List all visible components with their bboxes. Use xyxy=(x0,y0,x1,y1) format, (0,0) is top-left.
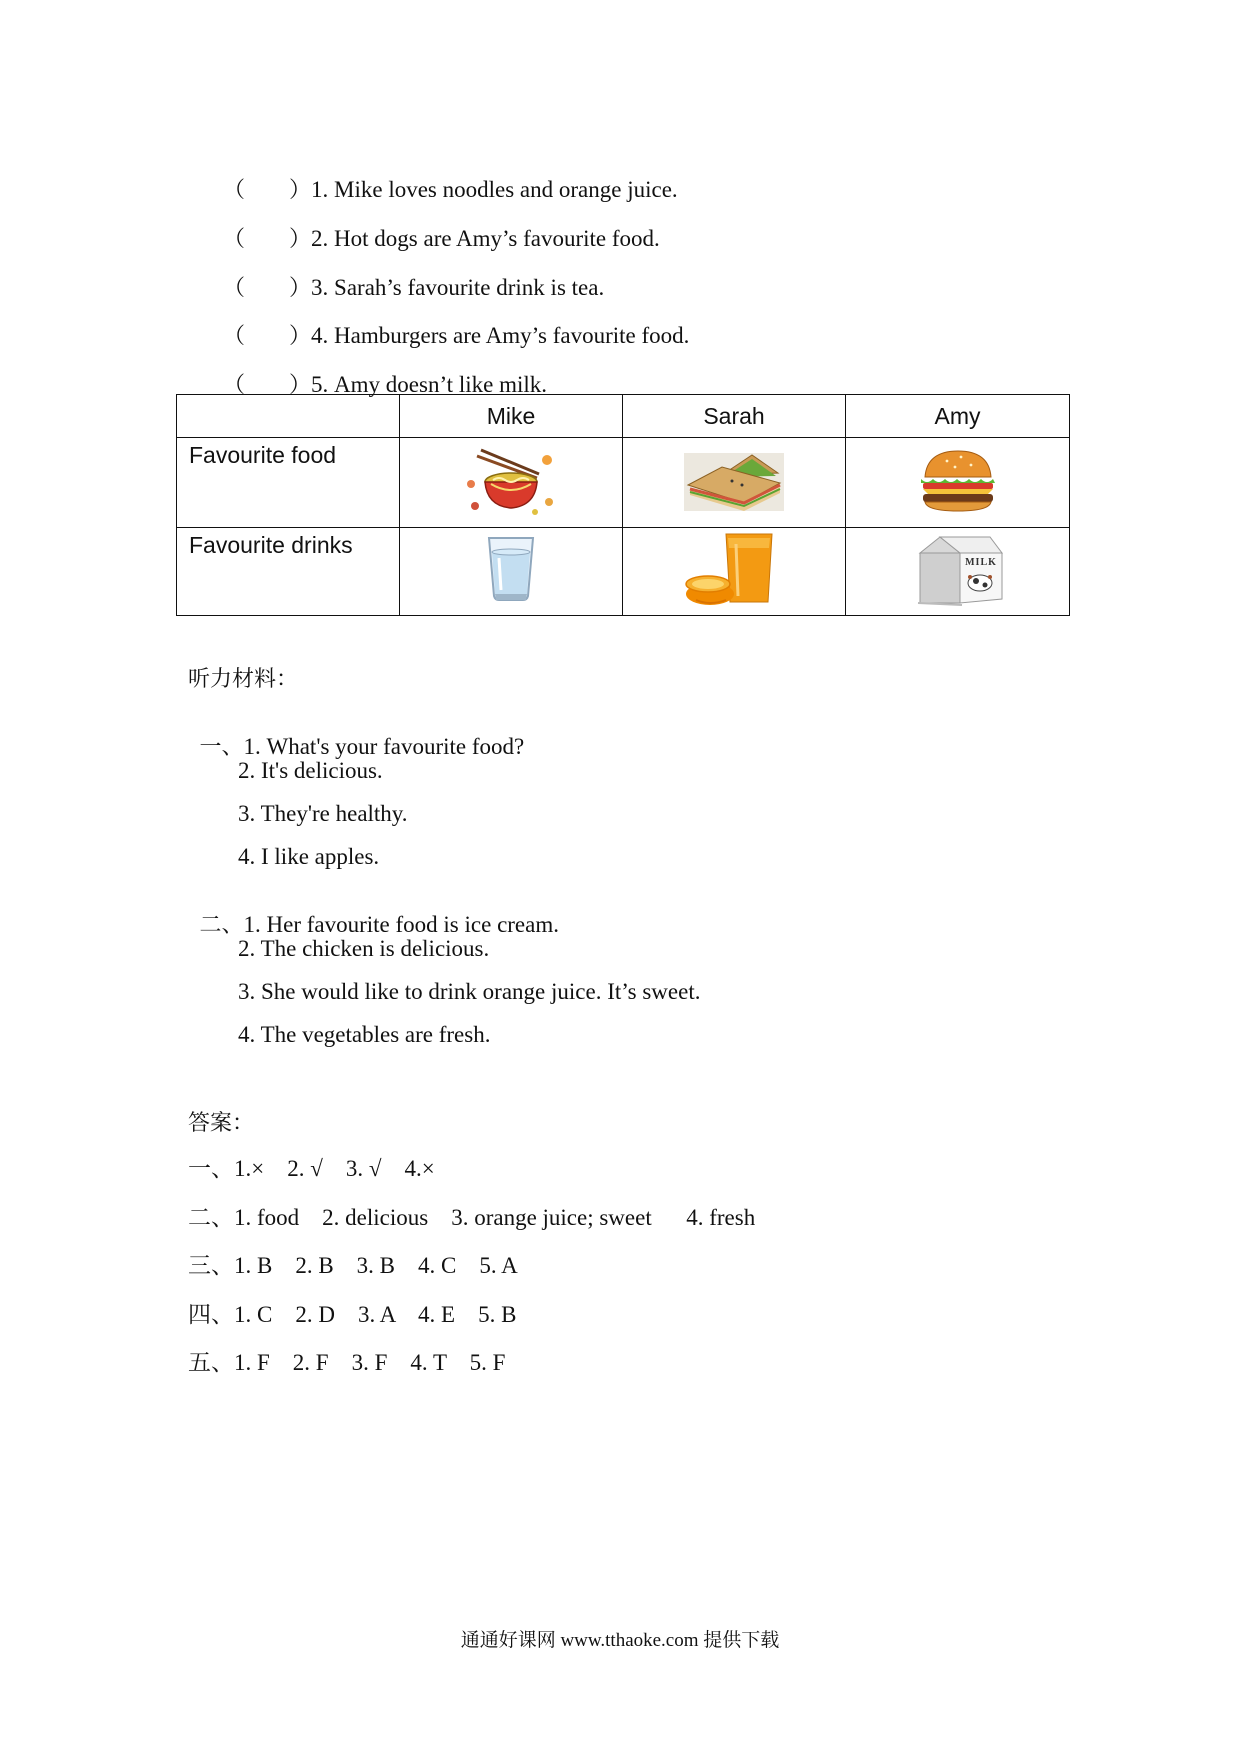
list-item: 1. What's your favourite food? xyxy=(243,734,525,759)
row-label-food: Favourite food xyxy=(177,438,400,528)
judge-item: （ ）3. Sarah’s favourite drink is tea. xyxy=(223,275,605,300)
cell-sarah-food xyxy=(623,438,846,528)
judge-item-text: 4. Hamburgers are Amy’s favourite food. xyxy=(311,323,690,348)
listening-section-2 xyxy=(188,890,559,937)
judge-item-text: 3. Sarah’s favourite drink is tea. xyxy=(311,275,605,300)
milk-label: MILK xyxy=(964,556,997,568)
cell-amy-drink xyxy=(846,528,1070,616)
judge-item-text: 2. Hot dogs are Amy’s favourite food. xyxy=(311,226,660,251)
answer-line: 四、1. C 2. D 3. A 4. E 5. B xyxy=(188,1302,517,1327)
orange-juice-icon xyxy=(682,532,786,606)
table-header-sarah: Sarah xyxy=(623,395,846,438)
judge-item: （ ）4. Hamburgers are Amy’s favourite food. xyxy=(223,323,690,348)
cell-amy-food xyxy=(846,438,1070,528)
milk-carton-icon xyxy=(910,531,1006,607)
hamburger-icon xyxy=(917,447,999,513)
judge-item-text: 5. Amy doesn’t like milk. xyxy=(311,372,547,397)
cell-mike-food xyxy=(400,438,623,528)
page-footer: 通通好课网 www.tthaoke.com 提供下载 xyxy=(460,1630,780,1651)
list-item: 3. They're healthy. xyxy=(238,801,408,826)
listening-title: 听力材料： xyxy=(188,667,299,692)
listening-section-1 xyxy=(188,712,524,759)
sandwich-icon xyxy=(682,445,786,515)
list-item: 2. It's delicious. xyxy=(238,758,383,783)
section-marker: 一、 xyxy=(199,735,244,760)
answer-line: 一、1.× 2. √ 3. √ 4.× xyxy=(188,1156,435,1181)
list-item: 1. Her favourite food is ice cream. xyxy=(243,912,559,937)
judge-item: （ ）1. Mike loves noodles and orange juice. xyxy=(223,177,678,202)
answers-title: 答案： xyxy=(188,1111,255,1136)
table-header-row xyxy=(177,395,1070,438)
answer-line: 三、1. B 2. B 3. B 4. C 5. A xyxy=(188,1253,518,1278)
section-marker: 二、 xyxy=(199,913,244,938)
favourites-table xyxy=(176,394,1070,616)
cell-mike-drink xyxy=(400,528,623,616)
list-item: 2. The chicken is delicious. xyxy=(238,936,490,961)
judge-item: （ ）2. Hot dogs are Amy’s favourite food. xyxy=(223,226,660,251)
answer-line: 五、1. F 2. F 3. F 4. T 5. F xyxy=(188,1350,506,1375)
list-item: 3. She would like to drink orange juice. It’s sweet. xyxy=(238,979,701,1004)
list-item: 4. The vegetables are fresh. xyxy=(238,1022,491,1047)
table-row xyxy=(177,438,1070,528)
noodles-icon xyxy=(461,444,561,516)
table-header-amy: Amy xyxy=(846,395,1070,438)
answer-line: 二、1. food 2. delicious 3. orange juice; sweet 4. fresh xyxy=(188,1205,756,1230)
table-row xyxy=(177,528,1070,616)
row-label-drinks: Favourite drinks xyxy=(177,528,400,616)
judge-item-text: 1. Mike loves noodles and orange juice. xyxy=(311,177,678,202)
table-header-blank xyxy=(177,395,400,438)
judge-item: （ ）5. Amy doesn’t like milk. xyxy=(223,372,547,397)
water-glass-icon xyxy=(483,534,539,604)
table-header-mike: Mike xyxy=(400,395,623,438)
list-item: 4. I like apples. xyxy=(238,844,380,869)
cell-sarah-drink xyxy=(623,528,846,616)
